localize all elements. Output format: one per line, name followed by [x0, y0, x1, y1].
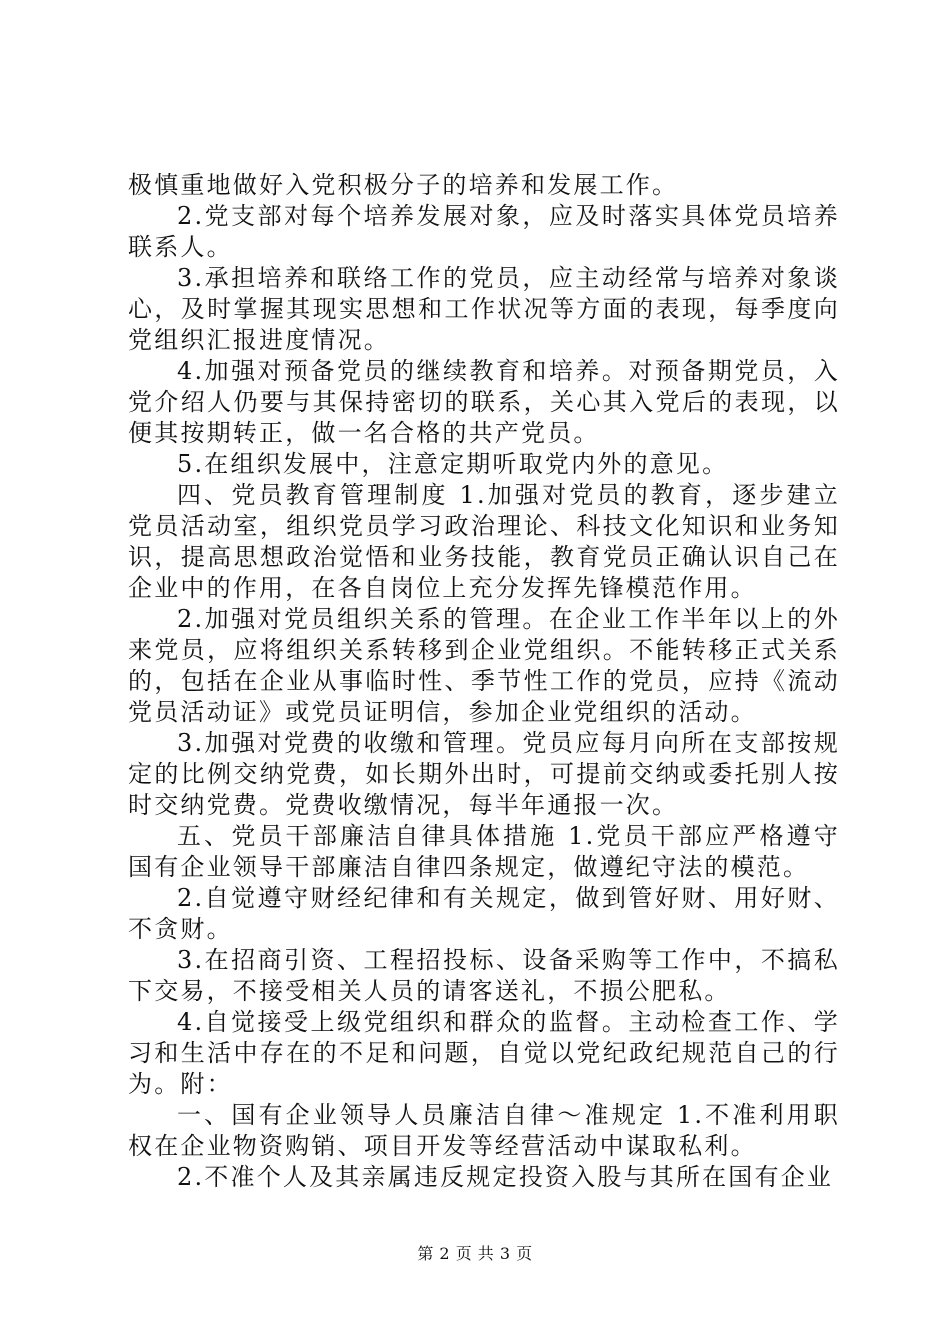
- page-footer: [0, 1244, 950, 1264]
- paragraph-section-4-item-2: 2.加强对党员组织关系的管理。在企业工作半年以上的外来党员，应将组织关系转移到企业党组织。不能转移正式关系的，包括在企业从事临时性、季节性工作的党员，应持《流动党员活动证》或党员证明信，参加企业党组织的活动。: [128, 605, 840, 726]
- paragraph-section-4-item-3: 3.加强对党费的收缴和管理。党员应每月向所在支部按规定的比例交纳党费，如长期外出时，可提前交纳或委托别人按时交纳党费。党费收缴情况，每半年通报一次。: [128, 729, 840, 819]
- document-body: [128, 170, 840, 1193]
- paragraph-continuation: 极慎重地做好入党积极分子的培养和发展工作。: [128, 171, 679, 199]
- paragraph-section-5-item-4: 4.自觉接受上级党组织和群众的监督。主动检查工作、学习和生活中存在的不足和问题，自觉以党纪政纪规范自己的行为。附：: [128, 1008, 840, 1098]
- paragraph-appendix-1: 一、国有企业领导人员廉洁自律～准规定 1.不准利用职权在企业物资购销、项目开发等经营活动中谋取私利。: [128, 1101, 840, 1160]
- paragraph-section-5-item-3: 3.在招商引资、工程招投标、设备采购等工作中，不搞私下交易，不接受相关人员的请客送礼，不损公肥私。: [128, 946, 840, 1005]
- paragraph-appendix-item-2: 2.不准个人及其亲属违反规定投资入股与其所在国有企业: [177, 1163, 834, 1191]
- paragraph-item-2: 2.党支部对每个培养发展对象，应及时落实具体党员培养联系人。: [128, 202, 840, 261]
- paragraph-section-5-item-2: 2.自觉遵守财经纪律和有关规定，做到管好财、用好财、不贪财。: [128, 884, 840, 943]
- paragraph-section-5: 五、党员干部廉洁自律具体措施 1.党员干部应严格遵守国有企业领导干部廉洁自律四条规定，做遵纪守法的模范。: [128, 822, 840, 881]
- paragraph-item-5: 5.在组织发展中，注意定期听取党内外的意见。: [177, 450, 729, 478]
- paragraph-section-4: 四、党员教育管理制度 1.加强对党员的教育，逐步建立党员活动室，组织党员学习政治理论、科技文化知识和业务知识，提高思想政治觉悟和业务技能，教育党员正确认识自己在企业中的作用，在各自岗位上充分发挥先锋模范作用。: [128, 481, 840, 602]
- paragraph-item-4: 4.加强对预备党员的继续教育和培养。对预备期党员，入党介绍人仍要与其保持密切的联系，关心其入党后的表现，以便其按期转正，做一名合格的共产党员。: [128, 357, 840, 447]
- paragraph-item-3: 3.承担培养和联络工作的党员，应主动经常与培养对象谈心，及时掌握其现实思想和工作状况等方面的表现，每季度向党组织汇报进度情况。: [128, 264, 840, 354]
- page-number-label: 第 2 页 共 3 页: [417, 1244, 533, 1263]
